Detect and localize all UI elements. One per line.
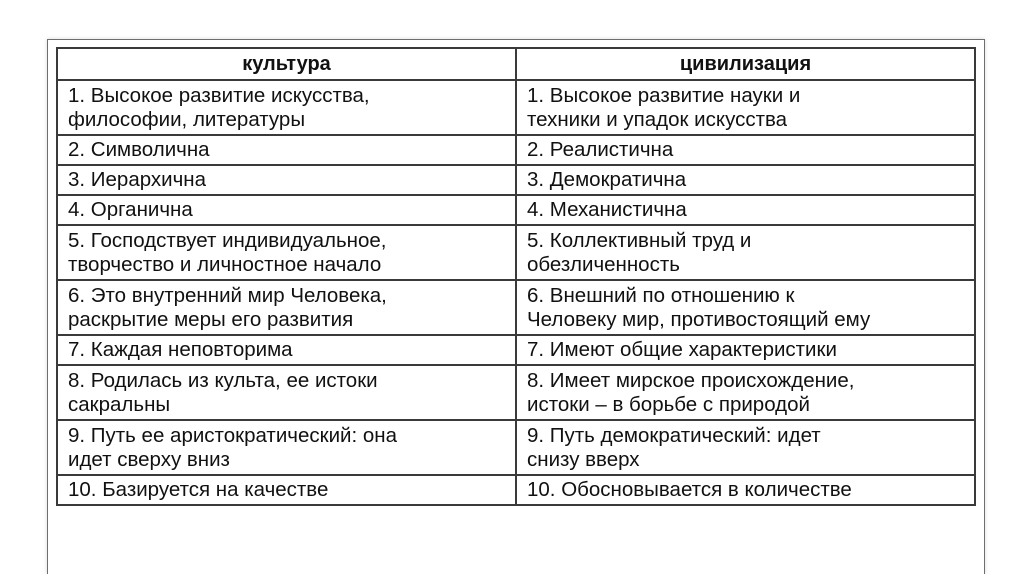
culture-cell: 8. Родилась из культа, ее истоки сакральны — [57, 365, 516, 420]
table-row — [57, 280, 975, 335]
table-row — [57, 135, 975, 165]
culture-cell: 6. Это внутренний мир Человека, раскрытие меры его развития — [57, 280, 516, 335]
table-row — [57, 195, 975, 225]
civilization-cell: 6. Внешний по отношению к Человеку мир, противостоящий ему — [516, 280, 975, 335]
header-civilization: цивилизация — [516, 48, 975, 80]
table-row — [57, 225, 975, 280]
table-row — [57, 475, 975, 505]
table-row — [57, 420, 975, 475]
table-row — [57, 165, 975, 195]
table-row — [57, 335, 975, 365]
civilization-cell: 3. Демократична — [516, 165, 975, 195]
culture-cell: 3. Иерархична — [57, 165, 516, 195]
culture-cell: 7. Каждая неповторима — [57, 335, 516, 365]
header-culture: культура — [57, 48, 516, 80]
civilization-cell: 9. Путь демократический: идет снизу вверх — [516, 420, 975, 475]
table-row — [57, 80, 975, 135]
civilization-cell: 8. Имеет мирское происхождение, истоки – в борьбе с природой — [516, 365, 975, 420]
comparison-table — [56, 47, 976, 506]
culture-cell: 4. Органична — [57, 195, 516, 225]
civilization-cell: 5. Коллективный труд и обезличенность — [516, 225, 975, 280]
civilization-cell: 1. Высокое развитие науки и техники и упадок искусства — [516, 80, 975, 135]
civilization-cell: 4. Механистична — [516, 195, 975, 225]
culture-cell: 2. Символична — [57, 135, 516, 165]
civilization-cell: 2. Реалистична — [516, 135, 975, 165]
table-header-row — [57, 48, 975, 80]
civilization-cell: 7. Имеют общие характеристики — [516, 335, 975, 365]
culture-cell: 1. Высокое развитие искусства, философии, литературы — [57, 80, 516, 135]
civilization-cell: 10. Обосновывается в количестве — [516, 475, 975, 505]
culture-cell: 9. Путь ее аристократический: она идет сверху вниз — [57, 420, 516, 475]
table-row — [57, 365, 975, 420]
culture-cell: 5. Господствует индивидуальное, творчество и личностное начало — [57, 225, 516, 280]
culture-cell: 10. Базируется на качестве — [57, 475, 516, 505]
